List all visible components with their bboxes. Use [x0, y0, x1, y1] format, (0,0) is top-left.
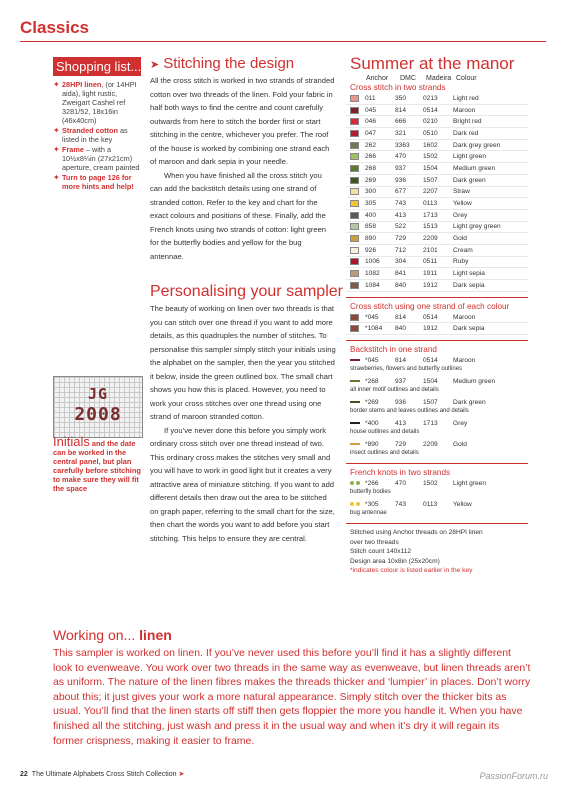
- initials-caption-text: and the date can be worked in the central panel, but plan carefully before stitching to make sure they will fit the space: [53, 439, 141, 493]
- key-dmc: 840: [395, 325, 407, 333]
- page-number: 22: [20, 771, 28, 778]
- key-anchor: 045: [365, 106, 377, 114]
- key-madeira: 1911: [423, 270, 438, 278]
- key-anchor: 858: [365, 223, 377, 231]
- personalising-paragraph-2: If you’ve never done this before you simply work ordinary cross stitch over one thread instead of two. This ordinary cross makes the stitches very small and you will have to work in good light but it creates a very attractive area of miniature stitching. If you want to add different details then draw out the area to be stitched on graph paper, referring to the small chart for the size, then chart the words you want to add before you start stitching. This helps to ensure they are central.: [150, 425, 335, 543]
- key-madeira: 0113: [423, 500, 438, 508]
- key-anchor: *045: [365, 356, 379, 364]
- colour-swatch: [350, 282, 359, 289]
- key-divider: [346, 340, 528, 341]
- backstitch-heading: Backstitch in one strand: [350, 345, 437, 355]
- key-anchor: 1084: [365, 281, 380, 289]
- key-colour: Dark red: [453, 129, 479, 137]
- key-colour: Maroon: [453, 313, 476, 321]
- key-colour: Gold: [453, 235, 467, 243]
- working-on-linen: [53, 627, 531, 748]
- key-colour: Yellow: [453, 500, 472, 508]
- page-footer: [20, 770, 184, 778]
- key-colour: Gold: [453, 440, 467, 448]
- mini-chart-initials: JG: [87, 385, 109, 403]
- key-colour: Medium green: [453, 164, 496, 172]
- key-title: Summer at the manor: [350, 54, 515, 73]
- key-madeira: 2101: [423, 246, 438, 254]
- shopping-list-items: [53, 80, 141, 191]
- backstitch-note: strawberries, flowers and butterfly outlines: [350, 366, 463, 373]
- shopping-item: [53, 173, 141, 191]
- working-heading: [53, 627, 531, 643]
- key-madeira: 2209: [423, 235, 438, 243]
- colour-swatch: [350, 247, 359, 254]
- key-row: [346, 233, 528, 245]
- key-anchor: 1006: [365, 258, 380, 266]
- key-anchor: *269: [365, 398, 379, 406]
- key-colour: Light grey green: [453, 223, 501, 231]
- key-madeira: 1502: [423, 153, 438, 161]
- colour-swatch: [350, 130, 359, 137]
- working-heading-bold: linen: [139, 627, 172, 643]
- colour-swatch: [350, 212, 359, 219]
- stitching-paragraph-1: All the cross stitch is worked in two strands of stranded cotton over two threads of the linen. Fold your fabric in half both ways to find the centre and count carefully outwards from here to stitch the border first or start stitching in the centre, whichever you prefer. The roof of the house is worked by combining one strand each of maroon and dark sepia in your needle.: [150, 76, 335, 166]
- backstitch-line-icon: [350, 422, 360, 424]
- mini-chart-year: 2008: [74, 404, 122, 425]
- key-colour: Yellow: [453, 200, 472, 208]
- key-row: [346, 116, 528, 128]
- thread-key: [346, 54, 528, 576]
- key-colour: Dark green: [453, 398, 486, 406]
- backstitch-note: insect outlines and details: [350, 450, 419, 457]
- footnote-line: Stitched using Anchor threads on 28HPI linen: [350, 529, 483, 537]
- col-colour: Colour: [456, 75, 477, 82]
- key-madeira: 0113: [423, 200, 438, 208]
- key-colour: Medium green: [453, 377, 496, 385]
- star-icon: ✦: [53, 145, 60, 154]
- key-anchor: 926: [365, 246, 377, 254]
- key-anchor: 300: [365, 188, 377, 196]
- key-madeira: 1602: [423, 141, 438, 149]
- backstitch-row: [346, 397, 528, 407]
- shopping-item: [53, 126, 141, 144]
- key-dmc: 3363: [395, 141, 410, 149]
- key-anchor: *400: [365, 419, 379, 427]
- key-dmc: 712: [395, 246, 407, 254]
- key-row: [346, 93, 528, 105]
- footnote-line: over two threads: [350, 538, 399, 546]
- key-dmc: 841: [395, 270, 407, 278]
- col-madeira: Madeira: [426, 75, 452, 82]
- backstitch-row: [346, 418, 528, 428]
- colour-swatch: [350, 107, 359, 114]
- colour-swatch: [350, 95, 359, 102]
- key-dmc: 936: [395, 398, 407, 406]
- key-anchor: *045: [365, 313, 379, 321]
- key-colour: Bright red: [453, 118, 482, 126]
- key-madeira: 0514: [423, 313, 438, 321]
- cross-two-list: [346, 93, 528, 292]
- col-dmc: DMC: [400, 75, 416, 82]
- key-colour: Light red: [453, 94, 479, 102]
- backstitch-line-icon: [350, 443, 360, 445]
- key-row: [346, 128, 528, 140]
- key-madeira: 1507: [423, 398, 438, 406]
- key-anchor: *305: [365, 500, 379, 508]
- backstitch-line-icon: [350, 359, 360, 361]
- key-row: [346, 187, 528, 199]
- french-knot-icon: [350, 502, 360, 506]
- key-madeira: 1713: [423, 419, 438, 427]
- key-colour: Dark sepia: [453, 325, 485, 333]
- key-dmc: 814: [395, 356, 407, 364]
- personalising-heading: Personalising your sampler: [150, 283, 343, 300]
- header-rule: [20, 41, 546, 42]
- key-dmc: 729: [395, 235, 407, 243]
- backstitch-note: border stems and leaves outlines and details: [350, 408, 469, 415]
- colour-swatch: [350, 142, 359, 149]
- key-madeira: 1513: [423, 223, 438, 231]
- key-row: [346, 268, 528, 280]
- french-knot-row: [346, 478, 528, 488]
- star-icon: ✦: [53, 126, 60, 135]
- key-colour: Dark green: [453, 176, 486, 184]
- key-dmc: 677: [395, 188, 407, 196]
- backstitch-row: [346, 355, 528, 365]
- stitching-paragraph-2: When you have finished all the cross stitch you can add the backstitch details using one strand of stranded cotton. Refer to the key and chart for the exact colours and positions of these. Finally, add the French knots using two strands of cotton: light green for the butterfly bodies and yellow for the bug antennae.: [150, 170, 327, 261]
- key-madeira: 1502: [423, 479, 438, 487]
- key-dmc: 304: [395, 258, 407, 266]
- key-dmc: 814: [395, 313, 407, 321]
- key-dmc: 350: [395, 94, 407, 102]
- key-dmc: 321: [395, 129, 407, 137]
- backstitch-note: house outlines and details: [350, 429, 420, 436]
- working-body: This sampler is worked on linen. If you’ve never used this before you’ll find it has a slightly different look to evenweave. You work over two threads in the same way as evenweave, but linen threads aren’t as uniform. The nature of the linen fibres makes the threads thicker and ‘lumpier’ in places. Don’t worry about this; it just gives your work a more natural appearance. Simply stitch over the thicker bits as usual. You’ll find that the linen starts off stiff then gets floppier the more you handle it. When you have finished all the stitching, just wash and press it in the usual way and when it’s dry it will regain its former crispness, making it easier to frame.: [53, 647, 531, 747]
- colour-swatch: [350, 153, 359, 160]
- key-divider: [346, 463, 528, 464]
- key-dmc: 743: [395, 200, 407, 208]
- backstitch-list: [346, 355, 528, 458]
- key-row: [346, 222, 528, 234]
- personalising-body: [150, 302, 336, 545]
- key-anchor: 890: [365, 235, 377, 243]
- key-row: [346, 210, 528, 222]
- key-colour: Grey: [453, 419, 468, 427]
- key-row: [346, 198, 528, 210]
- key-anchor: *266: [365, 479, 379, 487]
- key-anchor: 268: [365, 164, 377, 172]
- backstitch-row: [346, 376, 528, 386]
- key-dmc: 666: [395, 118, 407, 126]
- watermark: PassionForum.ru: [479, 771, 548, 781]
- key-madeira: 0213: [423, 94, 438, 102]
- key-row: [346, 175, 528, 187]
- arrow-icon: ➤: [150, 59, 160, 71]
- col-anchor: Anchor: [366, 75, 389, 82]
- colour-swatch: [350, 188, 359, 195]
- shopping-item-bold: Frame: [62, 145, 84, 154]
- key-anchor: 047: [365, 129, 377, 137]
- key-anchor: 011: [365, 94, 376, 102]
- shopping-item-bold: 28HPI linen: [62, 80, 102, 89]
- key-dmc: 840: [395, 281, 407, 289]
- key-madeira: 1504: [423, 377, 438, 385]
- star-icon: ✦: [53, 173, 60, 182]
- key-madeira: 2207: [423, 188, 438, 196]
- key-dmc: 937: [395, 377, 407, 385]
- colour-swatch: [350, 118, 359, 125]
- key-divider: [346, 297, 528, 298]
- shopping-item-text: as listed in the key: [62, 126, 128, 144]
- colour-swatch: [350, 270, 359, 277]
- shopping-item: [53, 80, 141, 125]
- shopping-list: [53, 57, 141, 192]
- french-knots-heading: French knots in two strands: [350, 468, 451, 478]
- key-dmc: 413: [395, 419, 407, 427]
- key-dmc: 522: [395, 223, 407, 231]
- shopping-item-bold: Turn to page 126 for more hints and help!: [62, 173, 134, 191]
- key-colour: Maroon: [453, 106, 476, 114]
- key-colour: Light green: [453, 153, 486, 161]
- key-madeira: 0514: [423, 106, 438, 114]
- french-knot-note: bug antennae: [350, 510, 387, 517]
- stitching-heading-text: Stitching the design: [163, 55, 295, 72]
- key-row: [346, 257, 528, 269]
- french-knot-note: butterfly bodies: [350, 489, 391, 496]
- key-anchor: 262: [365, 141, 377, 149]
- shopping-item-text: – with a 10½x8¼in (27x21cm) aperture, cream painted: [62, 145, 140, 172]
- shopping-item-bold: Stranded cotton: [62, 126, 118, 135]
- working-heading-prefix: Working on...: [53, 627, 140, 643]
- key-madeira: 1504: [423, 164, 438, 172]
- key-divider: [346, 523, 528, 524]
- french-knots-list: [346, 478, 528, 518]
- key-madeira: 1713: [423, 211, 438, 219]
- colour-swatch: [350, 223, 359, 230]
- key-row: [346, 312, 528, 324]
- key-anchor: 400: [365, 211, 377, 219]
- key-anchor: 266: [365, 153, 377, 161]
- shopping-item-text: , (or 14HPI aida), light rustic, Zweigart Cashel ref 3281/52, 18x16in (46x40cm): [62, 80, 137, 125]
- key-dmc: 936: [395, 176, 407, 184]
- key-row: [346, 323, 528, 335]
- colour-swatch: [350, 258, 359, 265]
- star-icon: ✦: [53, 80, 60, 89]
- key-row: [346, 245, 528, 257]
- key-row: [346, 140, 528, 152]
- backstitch-note: all inner motif outlines and details: [350, 387, 439, 394]
- key-madeira: 1912: [423, 325, 438, 333]
- key-anchor: *268: [365, 377, 379, 385]
- key-dmc: 729: [395, 440, 407, 448]
- shopping-list-heading: Shopping list...: [53, 57, 141, 76]
- footnote-asterisk-note: *indicates colour is listed earlier in the key: [350, 567, 473, 575]
- colour-swatch: [350, 325, 359, 332]
- key-footnote: [350, 528, 528, 576]
- colour-swatch: [350, 235, 359, 242]
- footnote-line: Stitch count 140x112: [350, 548, 412, 556]
- key-madeira: 1507: [423, 176, 438, 184]
- key-madeira: 2209: [423, 440, 438, 448]
- colour-swatch: [350, 200, 359, 207]
- key-dmc: 470: [395, 479, 407, 487]
- key-colour: Ruby: [453, 258, 469, 266]
- key-anchor: 269: [365, 176, 377, 184]
- key-colour: Light green: [453, 479, 486, 487]
- key-colour: Dark grey green: [453, 141, 501, 149]
- key-madeira: 1912: [423, 281, 438, 289]
- key-colour: Dark sepia: [453, 281, 485, 289]
- personalising-paragraph-1: The beauty of working on linen over two threads is that you can stitch over one thread if you want to add more details, as this quadruples the number of stitches. To personalise this sampler simply stitch your initials using the alphabet on the sampler, then the year you stitched it below, inside the green outlined box. The small chart shows you how this is placed. However, you need to work your cross stitches over one thread using one strand of maroon stranded cotton.: [150, 304, 336, 421]
- key-colour: Cream: [453, 246, 473, 254]
- colour-swatch: [350, 165, 359, 172]
- key-anchor: 1082: [365, 270, 380, 278]
- key-colour: Maroon: [453, 356, 476, 364]
- key-dmc: 413: [395, 211, 407, 219]
- key-row: [346, 163, 528, 175]
- key-madeira: 0510: [423, 129, 438, 137]
- key-row: [346, 280, 528, 292]
- key-anchor: 046: [365, 118, 377, 126]
- key-anchor: *890: [365, 440, 379, 448]
- key-dmc: 470: [395, 153, 407, 161]
- stitching-body: [150, 74, 336, 263]
- french-knot-row: [346, 499, 528, 509]
- key-row: [346, 105, 528, 117]
- footnote-line: Design area 10x8in (25x20cm): [350, 557, 440, 565]
- colour-swatch: [350, 314, 359, 321]
- key-row: [346, 151, 528, 163]
- backstitch-line-icon: [350, 380, 360, 382]
- key-dmc: 937: [395, 164, 407, 172]
- cross-two-heading: Cross stitch in two strands: [350, 83, 446, 92]
- french-knot-icon: [350, 481, 360, 485]
- key-anchor: 305: [365, 200, 377, 208]
- backstitch-row: [346, 439, 528, 449]
- arrow-icon: ➤: [178, 771, 185, 778]
- initials-caption-word: Initials: [53, 434, 90, 449]
- section-title: Classics: [20, 18, 89, 37]
- key-column-headers: [346, 75, 528, 82]
- initials-caption: [53, 434, 145, 493]
- initials-mini-chart: [53, 376, 143, 438]
- cross-one-heading: Cross stitch using one strand of each colour: [350, 301, 510, 311]
- key-colour: Light sepia: [453, 270, 485, 278]
- key-madeira: 0514: [423, 356, 438, 364]
- key-dmc: 743: [395, 500, 407, 508]
- colour-swatch: [350, 177, 359, 184]
- key-anchor: *1084: [365, 325, 383, 333]
- key-madeira: 0210: [423, 118, 438, 126]
- key-dmc: 814: [395, 106, 407, 114]
- shopping-item: [53, 145, 141, 172]
- stitching-heading: [150, 55, 294, 72]
- key-colour: Grey: [453, 211, 468, 219]
- key-colour: Straw: [453, 188, 470, 196]
- key-madeira: 0511: [423, 258, 438, 266]
- publication-name: The Ultimate Alphabets Cross Stitch Collection: [31, 771, 177, 778]
- cross-one-list: [346, 312, 528, 335]
- backstitch-line-icon: [350, 401, 360, 403]
